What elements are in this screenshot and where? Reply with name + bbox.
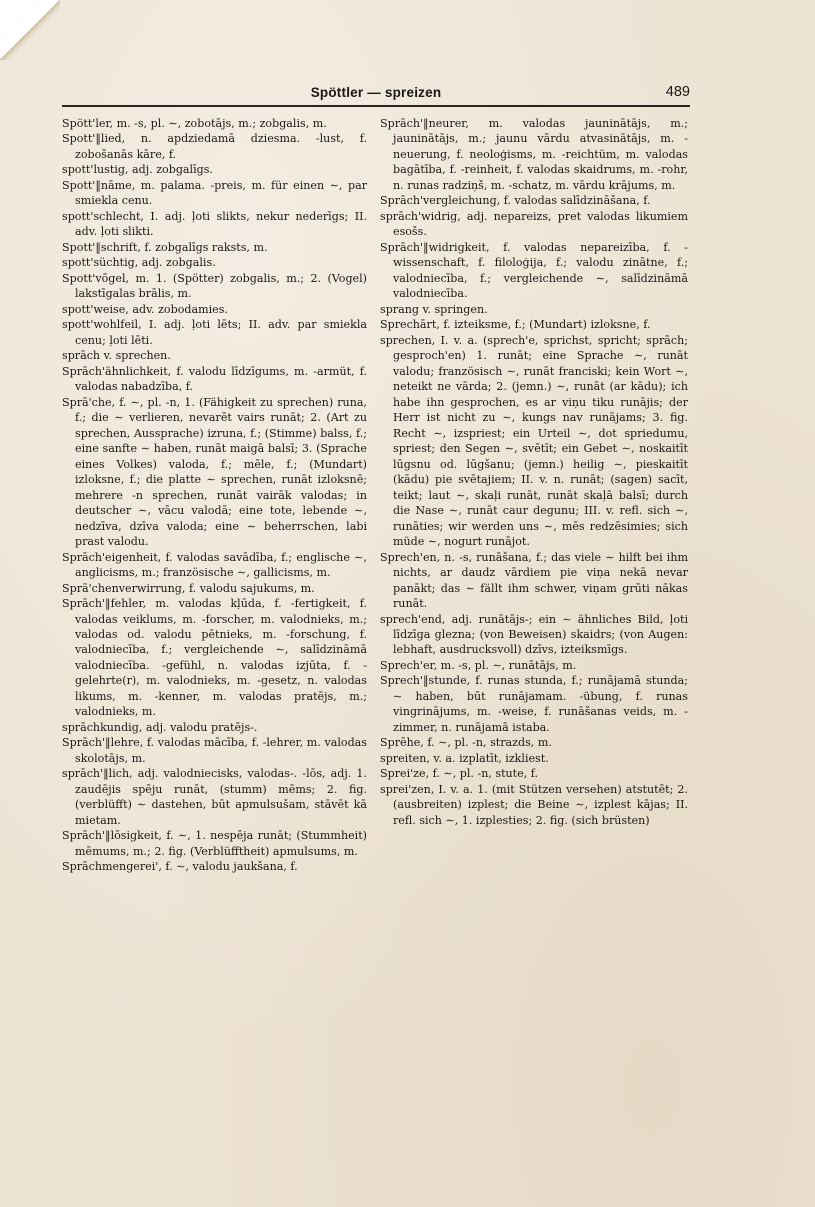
dictionary-entry: sprech'end, adj. runātājs-; ein ∼ ähnliches Bild, ļoti līdzīga glezna; (von Beweisen) skaidrs; (von Augen: lebhaft, ausdrucksvoll) dzīvs, izteiksmīgs. xyxy=(380,612,688,657)
dictionary-entry: Sprāch'‖widrigkeit, f. valodas nepareizība, f. -wissenschaft, f. filoloģija, f.; valodu zinātne, f.; valodniecība, f.; vergleichende ∼, salīdzināmā valodniecība. xyxy=(380,240,688,301)
dictionary-entry: Sprech'er, m. -s, pl. ∼, runātājs, m. xyxy=(380,658,577,672)
dictionary-entry: Sprāch'eigenheit, f. valodas savādība, f.; englische ∼, anglicisms, m.; französische ∼, gallicisms, m. xyxy=(62,550,367,580)
dictionary-entry: Sprāch'‖neurer, m. valodas jauninātājs, m.; jauninātājs, m.; jaunu vārdu atvasinātājs, m. -neuerung, f. neoloģisms, m. -reichtüm, m. valodas bagātība, f. -reinheit, f. valodas skaidrums, m. -rohr, n. runas radziņš, m. -schatz, m. vārdu krājums, m. xyxy=(380,117,688,192)
dictionary-entry: Sprāchmengerei', f. ∼, valodu jaukšana, f. xyxy=(62,860,298,874)
dictionary-entry: Sprech'‖stunde, f. runas stunda, f.; runājamā stunda; ∼ haben, būt runājamam. -übung, f. runas vingrinājums, m. -weise, f. runāšanas veids, m. -zimmer, n. runājamā istaba. xyxy=(380,674,688,734)
dictionary-entry: spreiten, v. a. izplatīt, izkliest. xyxy=(380,751,549,765)
dictionary-entry: Spott'‖schrift, f. zobgalīgs raksts, m. xyxy=(62,240,268,254)
page-header xyxy=(62,83,690,105)
dictionary-entry: spott'weise, adv. zobodamies. xyxy=(62,302,228,316)
dictionary-entry: Sprechārt, f. izteiksme, f.; (Mundart) izloksne, f. xyxy=(380,318,651,332)
dictionary-entry: Spött'ler, m. -s, pl. ∼, zobotājs, m.; zobgalis, m. xyxy=(62,117,327,130)
dictionary-entry: Spott'‖nāme, m. palama. -preis, m. für einen ∼, par smiekla cenu. xyxy=(62,178,367,208)
dictionary-entry: spott'wohlfeil, I. adj. ļoti lēts; II. adv. par smiekla cenu; ļoti lēti. xyxy=(62,318,367,347)
dictionary-entry: sprang v. springen. xyxy=(380,302,488,316)
dictionary-entry: Sprā'chenverwirrung, f. valodu sajukums, m. xyxy=(62,581,315,595)
dictionary-entry: Sprech'en, n. -s, runāšana, f.; das viele ∼ hilft bei ihm nichts, ar daudz vārdiem pie viņa nekā nevar panākt; das ∼ fällt ihm schwer, viņam grūti nākas runāt. xyxy=(380,550,688,611)
dictionary-entry: Sprei'ze, f. ∼, pl. -n, stute, f. xyxy=(380,767,538,781)
dictionary-entry: sprāch'‖lich, adj. valodniecisks, valodas-. -lōs, adj. 1. zaudējis spēju runāt, (stumm) mēms; 2. fig. (verblüfft) ∼ dastehen, būt apmulsušam, stāvēt kā mietam. xyxy=(62,767,367,827)
header-rule xyxy=(62,105,690,107)
dictionary-entry: sprei'zen, I. v. a. 1. (mit Stützen versehen) atstutēt; 2. (ausbreiten) izplest; die Beine ∼, izplest kājas; II. refl. sich ∼, 1. izplesties; 2. fig. (sich brüsten) xyxy=(380,782,688,827)
dictionary-entry: Sprā'che, f. ∼, pl. -n, 1. (Fähigkeit zu sprechen) runa, f.; die ∼ verlieren, nevarēt vairs runāt; 2. (Art zu sprechen, Aussprache) izruna, f.; (Stimme) balss, f.; eine sanfte ∼ haben, runāt maigā balsī; 3. (Sprache eines Volkes) valoda, f.; mēle, f.; (Mundart) izloksne, f.; die platte ∼ sprechen, runāt izloksnē; mehrere -n sprechen, runāt vairāk valodas; in deutscher ∼, vācu valodā; eine tote, lebende ∼, nedzīva, dzīva valoda; eine ∼ beherrschen, labi prast valodu. xyxy=(62,395,367,549)
right-column xyxy=(380,116,688,828)
dictionary-entry: Sprāch'‖lōsigkeit, f. ∼, 1. nespēja runāt; (Stummheit) mēmums, m.; 2. fig. (Verblüfftheit) apmulsums, m. xyxy=(62,829,367,858)
dictionary-entry: spott'süchtig, adj. zobgalis. xyxy=(62,256,216,270)
dictionary-entry: sprāchkundig, adj. valodu pratējs-. xyxy=(62,720,258,734)
dictionary-entry: Spott'‖lied, n. apdziedamā dziesma. -lust, f. zobošanās kāre, f. xyxy=(62,132,367,161)
page-number: 489 xyxy=(665,84,690,100)
dictionary-entry: Sprāch'‖fehler, m. valodas kļūda, f. -fertigkeit, f. valodas veiklums, m. -forscher, m. valodnieks, m.; valodas od. valodu pētnieks, m. -forschung, f. valodniecība, f.; vergleichende ∼, salīdzināmā valodniecība. -gefühl, n. valodas izjūta, f. -gelehrte(r), m. valodnieks, m. -gesetz, n. valodas likums, m. -kenner, m. valodas pratējs, m.; valodnieks, m. xyxy=(62,597,367,719)
dictionary-entry: spott'lustig, adj. zobgalīgs. xyxy=(62,163,213,177)
dictionary-entry: Spott'vōgel, m. 1. (Spötter) zobgalis, m.; 2. (Vogel) lakstīgalas brālis, m. xyxy=(62,271,367,301)
left-column xyxy=(62,116,367,875)
dictionary-entry: Sprāch'ähnlichkeit, f. valodu līdzīgums, m. -armüt, f. valodas nabadzība, f. xyxy=(62,364,367,394)
running-head: Spöttler — spreizen xyxy=(310,85,442,100)
dictionary-entry: Sprāch'‖lehre, f. valodas mācība, f. -lehrer, m. valodas skolotājs, m. xyxy=(62,736,367,765)
dictionary-entry: spott'schlecht, I. adj. ļoti slikts, nekur nederīgs; II. adv. ļoti slikti. xyxy=(62,209,367,239)
corner-fold-shadow xyxy=(0,0,60,60)
dictionary-entry: Sprāch'vergleichung, f. valodas salīdzināšana, f. xyxy=(380,194,651,208)
dictionary-entry: sprechen, I. v. a. (sprech'e, sprichst, spricht; sprāch; gesproch'en) 1. runāt; eine Sprache ∼, runāt valodu; französisch ∼, runāt franciski; kein Wort ∼, neteikt ne vārda; 2. (jemn.) ∼, runāt (ar kādu); ich habe ihn gesprochen, es ar viņu tiku runājis; der Herr ist nicht zu ∼, kungs nav runājams; 3. fig. Recht ∼, izspriest; ein Urteil ∼, dot spriedumu, spriest; den Segen ∼, svētīt; ein Gebet ∼, noskaitīt lūgsnu od. lūgšanu; (jemn.) heilig ∼, pieskaitīt (kādu) pie svētajiem; II. v. n. runāt; (sagen) sacīt, teikt; laut ∼, skaļi runāt, runāt skaļā balsī; durch die Nase ∼, runāt caur degunu; III. v. refl. sich ∼, runāties; wir werden uns ∼, mēs redzēsimies; sich müde ∼, nogurt runājot. xyxy=(380,333,688,549)
dictionary-entry: sprāch v. sprechen. xyxy=(62,349,171,363)
dictionary-entry: sprāch'widrig, adj. nepareizs, pret valodas likumiem esošs. xyxy=(380,209,688,239)
dictionary-entry: Sprēhe, f. ∼, pl. -n, strazds, m. xyxy=(380,736,552,750)
